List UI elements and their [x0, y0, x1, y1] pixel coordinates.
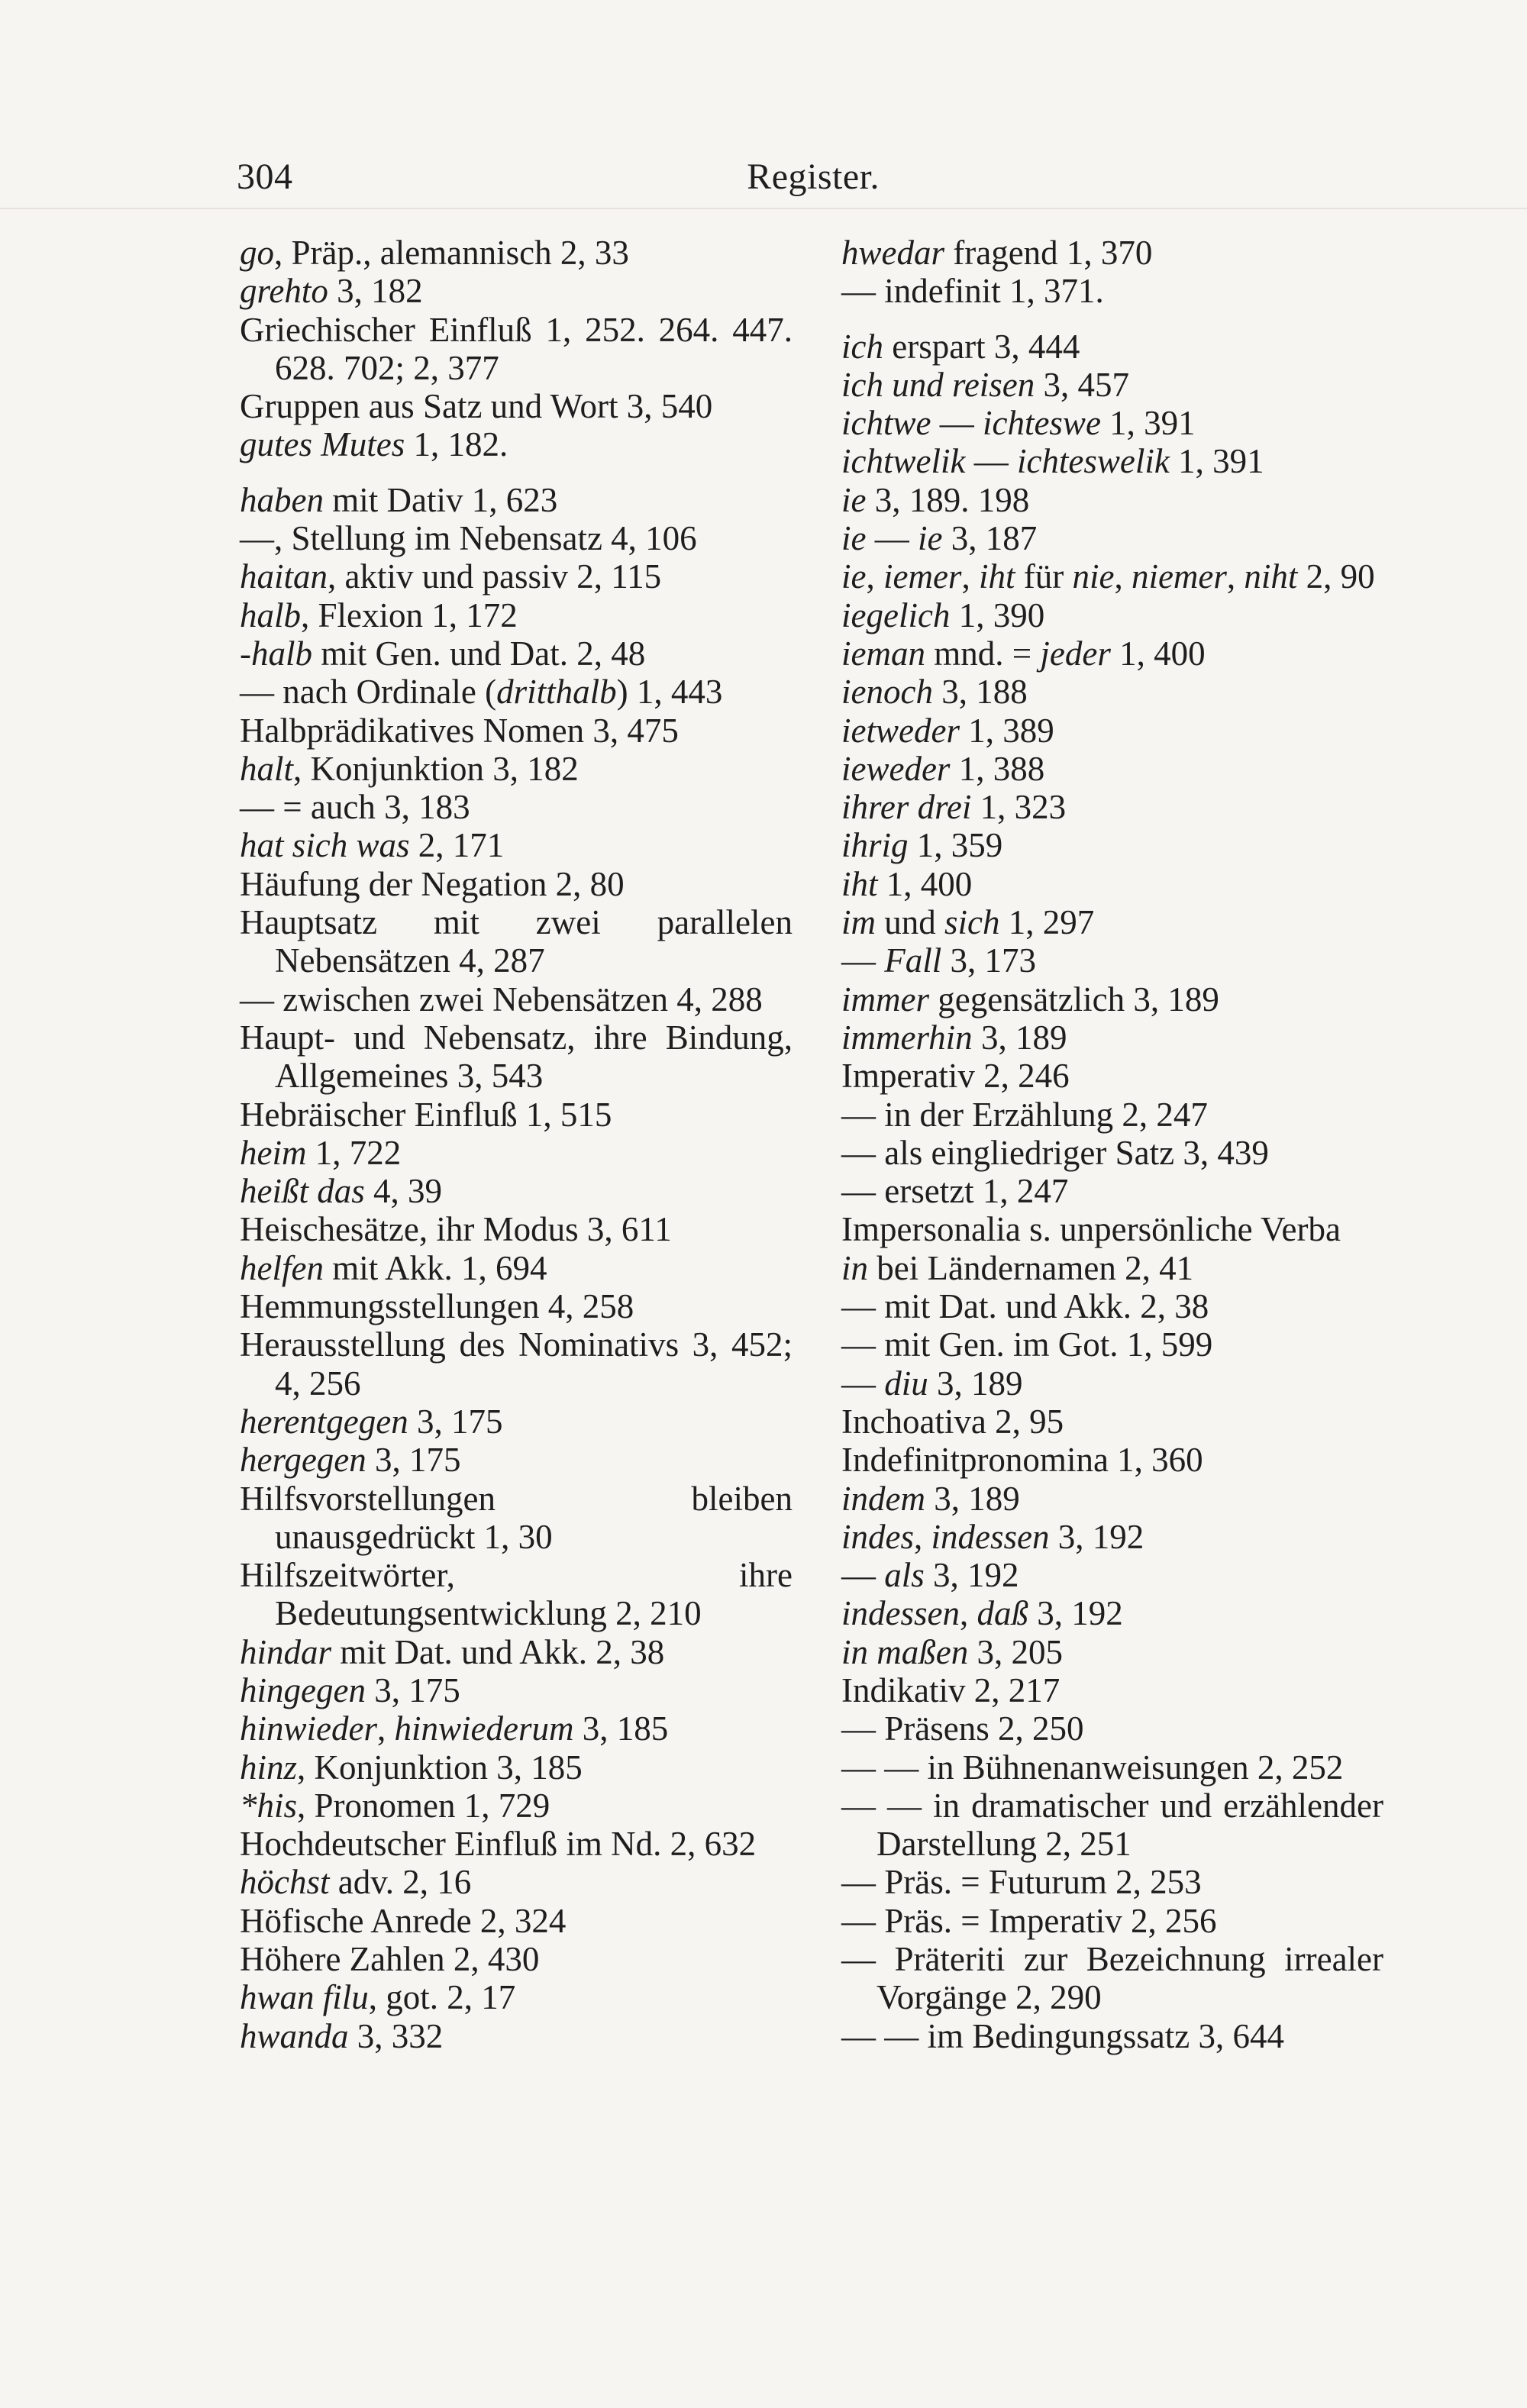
entry-text: ,: [376, 1709, 395, 1748]
entry-text: 3, 175: [365, 1670, 460, 1709]
entry-text: —: [931, 404, 983, 443]
index-entry: [841, 1172, 1383, 1210]
index-entry: [841, 865, 1383, 903]
index-entry: [240, 1096, 793, 1134]
entry-text: , got. 2, 17: [368, 1978, 516, 2017]
entry-text: und: [876, 903, 944, 942]
index-entry: [240, 311, 793, 388]
index-entry: [841, 272, 1383, 310]
entry-text: — zwischen zwei Nebensätzen 4, 288: [240, 980, 763, 1018]
index-entry: [841, 1902, 1383, 1940]
entry-term: *his: [240, 1786, 298, 1825]
index-entry: [240, 1134, 793, 1172]
index-entry: [240, 1863, 793, 1901]
entry-term: ienoch: [841, 673, 933, 712]
entry-text: 2, 171: [409, 826, 505, 865]
index-entry: [240, 634, 793, 673]
index-entry: [841, 903, 1383, 941]
index-entry: [841, 1134, 1383, 1172]
index-entry: [841, 596, 1383, 634]
index-entry: [841, 1671, 1383, 1709]
entry-text: Hemmungsstellungen 4, 258: [240, 1287, 634, 1326]
entry-term: iemer: [883, 557, 962, 596]
entry-text: — Präsens 2, 250: [841, 1709, 1084, 1748]
entry-text: —: [965, 442, 1017, 481]
entry-text: 3, 187: [942, 519, 1038, 558]
entry-term: ichtwe: [841, 404, 931, 443]
entry-text: Hauptsatz mit zwei parallelen Nebensätzen 4, 287: [240, 903, 793, 980]
entry-text: 3, 185: [573, 1709, 669, 1748]
index-entry: [841, 1787, 1383, 1864]
index-entry: [841, 481, 1383, 519]
entry-term: ietweder: [841, 711, 960, 750]
entry-text: 1, 389: [959, 711, 1054, 750]
entry-term: hinz: [240, 1748, 298, 1787]
index-entry: [841, 980, 1383, 1018]
index-entry: [240, 1172, 793, 1210]
entry-text: 1, 323: [971, 788, 1067, 827]
entry-text: 3, 189: [925, 1479, 1020, 1518]
entry-text: 1, 297: [999, 903, 1095, 942]
entry-term: iegelich: [841, 596, 951, 634]
index-entry: [240, 557, 793, 596]
entry-term: hinwieder: [240, 1709, 377, 1748]
entry-term: ich: [841, 327, 883, 366]
index-column-right: [841, 234, 1383, 2055]
index-entry: [841, 673, 1383, 711]
entry-text: — mit Gen. im Got. 1, 599: [841, 1325, 1213, 1364]
entry-text: mit Dat. und Akk. 2, 38: [331, 1632, 665, 1671]
index-entry: [240, 1748, 793, 1787]
entry-term: ieweder: [841, 749, 951, 788]
entry-text: 3, 192: [924, 1556, 1019, 1595]
entry-text: 3, 173: [941, 941, 1036, 980]
entry-term: haben: [240, 480, 324, 519]
entry-term: dritthalb: [496, 673, 617, 712]
entry-text: 1, 391: [1100, 404, 1196, 443]
index-entry: [240, 1940, 793, 1978]
index-entry: [240, 387, 793, 425]
entry-term: im: [841, 903, 876, 942]
entry-term: ich und reisen: [841, 365, 1035, 404]
index-entry: [841, 366, 1383, 404]
index-entry: [841, 404, 1383, 442]
index-entry: [240, 903, 793, 980]
entry-text: 3, 175: [366, 1441, 461, 1480]
entry-text: Inchoativa 2, 95: [841, 1402, 1064, 1441]
entry-text: 3, 457: [1035, 365, 1130, 404]
index-entry: [240, 519, 793, 557]
entry-text: bei Ländernamen 2, 41: [868, 1248, 1194, 1287]
index-entry: [240, 1325, 793, 1403]
index-entry: [841, 1633, 1383, 1671]
index-entry: [841, 1480, 1383, 1518]
entry-term: niemer: [1131, 557, 1227, 596]
index-entry: [841, 519, 1383, 557]
entry-text: ,: [866, 557, 883, 596]
entry-text: — ersetzt 1, 247: [841, 1172, 1069, 1211]
entry-term: ichteswe: [982, 404, 1101, 443]
entry-term: heim: [240, 1133, 307, 1172]
entry-text: Häufung der Negation 2, 80: [240, 864, 625, 903]
entry-term: immer: [841, 980, 929, 1018]
index-entry: [841, 442, 1383, 480]
entry-text: , aktiv und passiv 2, 115: [328, 557, 662, 596]
index-entry: [240, 673, 793, 711]
entry-text: — — in Bühnenanweisungen 2, 252: [841, 1748, 1344, 1787]
entry-text: 1, 359: [908, 826, 1003, 865]
index-entry: [841, 1518, 1383, 1556]
index-entry: [841, 1441, 1383, 1479]
index-entry: [841, 328, 1383, 366]
entry-term: hwedar: [841, 234, 944, 272]
entry-term: jeder: [1040, 634, 1111, 673]
entry-term: in maßen: [841, 1632, 969, 1671]
entry-text: Indikativ 2, 217: [841, 1670, 1061, 1709]
entry-term: herentgegen: [240, 1402, 408, 1441]
index-entry: [841, 1709, 1383, 1748]
page-header: [237, 150, 880, 203]
entry-term: halt: [240, 749, 294, 788]
entry-text: Herausstellung des Nominativs 3, 452; 4, 256: [240, 1325, 793, 1403]
entry-term: iht: [841, 864, 878, 903]
entry-text: Gruppen aus Satz und Wort 3, 540: [240, 387, 713, 426]
entry-term: iht: [978, 557, 1015, 596]
entry-text: Heischesätze, ihr Modus 3, 611: [240, 1210, 672, 1249]
index-entry: [841, 788, 1383, 826]
index-entry: [841, 1249, 1383, 1287]
index-entry: [841, 1018, 1383, 1057]
index-entry: [240, 1480, 793, 1557]
index-entry: [841, 1594, 1383, 1632]
index-entry: [240, 234, 793, 272]
entry-term: indessen: [931, 1517, 1050, 1556]
entry-term: ichtwelik: [841, 442, 966, 481]
page-number: 304: [237, 156, 293, 197]
entry-gap: [841, 311, 1383, 328]
index-entry: [841, 1940, 1383, 2017]
entry-text: — — in dramatischer und erzählender Darstellung 2, 251: [841, 1786, 1383, 1864]
entry-text: ,: [914, 1517, 931, 1556]
entry-text: fragend 1, 370: [944, 234, 1153, 272]
index-entry: [841, 634, 1383, 673]
entry-term: hat sich was: [240, 826, 410, 865]
index-entry: [240, 425, 793, 463]
entry-term: ihrig: [841, 826, 909, 865]
entry-term: ihrer drei: [841, 788, 972, 827]
entry-term: immerhin: [841, 1018, 973, 1057]
index-entry: [240, 2017, 793, 2055]
entry-text: 1, 722: [306, 1133, 402, 1172]
index-entry: [240, 712, 793, 750]
entry-term: hergegen: [240, 1441, 366, 1480]
entry-text: 3, 189: [928, 1364, 1023, 1403]
entry-text: , Flexion 1, 172: [301, 596, 518, 634]
entry-text: 3, 182: [328, 272, 423, 311]
entry-text: , Konjunktion 3, 185: [297, 1748, 583, 1787]
entry-term: nie: [1072, 557, 1115, 596]
index-entry: [240, 826, 793, 864]
entry-text: —: [841, 1556, 885, 1595]
entry-term: grehto: [240, 272, 328, 311]
entry-term: ie: [841, 557, 867, 596]
index-entry: [240, 980, 793, 1018]
entry-text: 3, 192: [1028, 1594, 1123, 1633]
index-entry: [841, 557, 1383, 596]
entry-text: mit Gen. und Dat. 2, 48: [312, 634, 646, 673]
index-entry: [841, 941, 1383, 980]
index-entry: [841, 1748, 1383, 1787]
entry-text: , Konjunktion 3, 182: [293, 749, 579, 788]
entry-term: Fall: [884, 941, 942, 980]
entry-term: diu: [884, 1364, 928, 1403]
index-entry: [841, 712, 1383, 750]
index-entry: [841, 750, 1383, 788]
entry-text: 1, 388: [950, 749, 1045, 788]
index-entry: [841, 1210, 1383, 1248]
entry-text: —: [866, 519, 918, 558]
index-entry: [841, 1364, 1383, 1403]
index-entry: [841, 1863, 1383, 1901]
index-entry: [240, 750, 793, 788]
entry-term: -halb: [240, 634, 312, 673]
index-entry: [240, 1018, 793, 1096]
header-rule: [0, 208, 1527, 209]
entry-text: Imperativ 2, 246: [841, 1057, 1070, 1096]
entry-text: — nach Ordinale (: [240, 673, 497, 712]
index-entry: [841, 1287, 1383, 1325]
index-entry: [240, 1709, 793, 1748]
entry-text: — mit Dat. und Akk. 2, 38: [841, 1287, 1209, 1326]
entry-term: hwanda: [240, 2016, 349, 2055]
entry-text: — = auch 3, 183: [240, 788, 470, 827]
index-entry: [240, 1403, 793, 1441]
entry-text: 1, 390: [950, 596, 1045, 634]
entry-term: niht: [1244, 557, 1298, 596]
index-entry: [240, 1902, 793, 1940]
entry-text: — als eingliedriger Satz 3, 439: [841, 1133, 1269, 1172]
entry-term: hwan filu: [240, 1978, 369, 2017]
page-title: Register.: [747, 156, 880, 197]
entry-text: Höfische Anrede 2, 324: [240, 1901, 567, 1940]
entry-text: 3, 175: [408, 1402, 503, 1441]
entry-text: mit Dativ 1, 623: [323, 480, 558, 519]
index-entry: [240, 1978, 793, 2016]
index-entry: [841, 1096, 1383, 1134]
entry-text: Hilfszeitwörter, ihre Bedeutungsentwicklung 2, 210: [240, 1556, 793, 1633]
entry-text: ,: [1226, 557, 1245, 596]
entry-text: für: [1015, 557, 1073, 596]
entry-term: ie: [917, 519, 943, 558]
entry-text: — — im Bedingungssatz 3, 644: [841, 2016, 1284, 2055]
entry-term: indes: [841, 1517, 914, 1556]
index-entry: [240, 1249, 793, 1287]
entry-text: Indefinitpronomina 1, 360: [841, 1441, 1203, 1480]
entry-text: —: [841, 1364, 885, 1403]
entry-term: hindar: [240, 1632, 332, 1671]
entry-term: ichteswelik: [1016, 442, 1170, 481]
entry-text: adv. 2, 16: [329, 1863, 472, 1902]
entry-text: erspart 3, 444: [883, 327, 1080, 366]
index-entry: [240, 596, 793, 634]
entry-term: höchst: [240, 1863, 330, 1902]
entry-term: daß: [977, 1594, 1028, 1633]
index-entry: [841, 826, 1383, 864]
entry-text: ,: [959, 1594, 977, 1633]
entry-term: haitan: [240, 557, 328, 596]
index-entry: [841, 1057, 1383, 1095]
index-entry: [240, 272, 793, 310]
entry-text: Höhere Zahlen 2, 430: [240, 1940, 540, 1979]
entry-gap: [240, 464, 793, 481]
entry-text: 3, 332: [348, 2016, 444, 2055]
entry-term: indem: [841, 1479, 925, 1518]
entry-text: gegensätzlich 3, 189: [928, 980, 1219, 1018]
entry-term: in: [841, 1248, 869, 1287]
entry-text: — in der Erzählung 2, 247: [841, 1095, 1208, 1134]
entry-text: 3, 205: [968, 1632, 1063, 1671]
entry-text: 1, 400: [877, 864, 973, 903]
entry-text: — Präs. = Imperativ 2, 256: [841, 1901, 1217, 1940]
index-entry: [240, 1787, 793, 1825]
entry-text: mnd. =: [925, 634, 1041, 673]
entry-term: go: [240, 234, 274, 272]
index-column-left: [240, 234, 793, 2055]
index-entry: [240, 1287, 793, 1325]
entry-text: —: [841, 941, 885, 980]
index-entry: [240, 481, 793, 519]
index-entry: [841, 2017, 1383, 2055]
entry-text: —, Stellung im Nebensatz 4, 106: [240, 519, 697, 558]
entry-text: — Präteriti zur Bezeichnung irrealer Vorgänge 2, 290: [841, 1940, 1383, 2017]
index-entry: [240, 1671, 793, 1709]
entry-term: ieman: [841, 634, 925, 673]
entry-text: Haupt- und Nebensatz, ihre Bindung, Allgemeines 3, 543: [240, 1018, 793, 1096]
entry-term: helfen: [240, 1248, 324, 1287]
index-entry: [240, 1556, 793, 1633]
entry-text: 1, 182.: [405, 425, 508, 464]
entry-term: hingegen: [240, 1670, 366, 1709]
entry-text: — indefinit 1, 371.: [841, 272, 1104, 311]
index-entry: [240, 1210, 793, 1248]
entry-term: heißt das: [240, 1172, 365, 1211]
entry-text: ,: [961, 557, 979, 596]
entry-text: ,: [1114, 557, 1132, 596]
entry-text: 3, 189. 198: [866, 480, 1030, 519]
entry-term: gutes Mutes: [240, 425, 405, 464]
entry-text: Hochdeutscher Einfluß im Nd. 2, 632: [240, 1825, 757, 1864]
entry-text: Griechischer Einfluß 1, 252. 264. 447. 628. 702; 2, 377: [240, 310, 793, 387]
index-entry: [841, 1556, 1383, 1594]
entry-text: 3, 192: [1049, 1517, 1144, 1556]
index-entry: [841, 1325, 1383, 1364]
entry-term: indessen: [841, 1594, 960, 1633]
entry-text: 1, 391: [1169, 442, 1264, 481]
entry-text: 1, 400: [1110, 634, 1206, 673]
entry-text: Hilfsvorstellungen bleiben unausgedrückt 1, 30: [240, 1479, 793, 1556]
entry-text: Impersonalia s. unpersönliche Verba: [841, 1210, 1341, 1249]
index-entry: [240, 1441, 793, 1479]
entry-text: , Präp., alemannisch 2, 33: [274, 234, 629, 272]
index-entry: [841, 1403, 1383, 1441]
entry-text: , Pronomen 1, 729: [297, 1786, 550, 1825]
index-entry: [240, 1825, 793, 1863]
entry-term: ie: [841, 519, 867, 558]
entry-text: 2, 90: [1297, 557, 1375, 596]
index-entry: [240, 1633, 793, 1671]
entry-text: 4, 39: [364, 1172, 442, 1211]
index-entry: [841, 234, 1383, 272]
entry-text: Halbprädikatives Nomen 3, 475: [240, 711, 679, 750]
entry-term: hinwiederum: [394, 1709, 574, 1748]
entry-text: 3, 189: [972, 1018, 1067, 1057]
entry-term: halb: [240, 596, 302, 634]
entry-term: ie: [841, 480, 867, 519]
entry-text: — Präs. = Futurum 2, 253: [841, 1863, 1202, 1902]
entry-term: sich: [944, 903, 1000, 942]
entry-text: Hebräischer Einfluß 1, 515: [240, 1095, 612, 1134]
index-entry: [240, 788, 793, 826]
entry-term: als: [884, 1556, 925, 1595]
entry-text: 3, 188: [932, 673, 1028, 712]
entry-text: ) 1, 443: [616, 673, 723, 712]
entry-text: mit Akk. 1, 694: [323, 1248, 547, 1287]
index-entry: [240, 865, 793, 903]
